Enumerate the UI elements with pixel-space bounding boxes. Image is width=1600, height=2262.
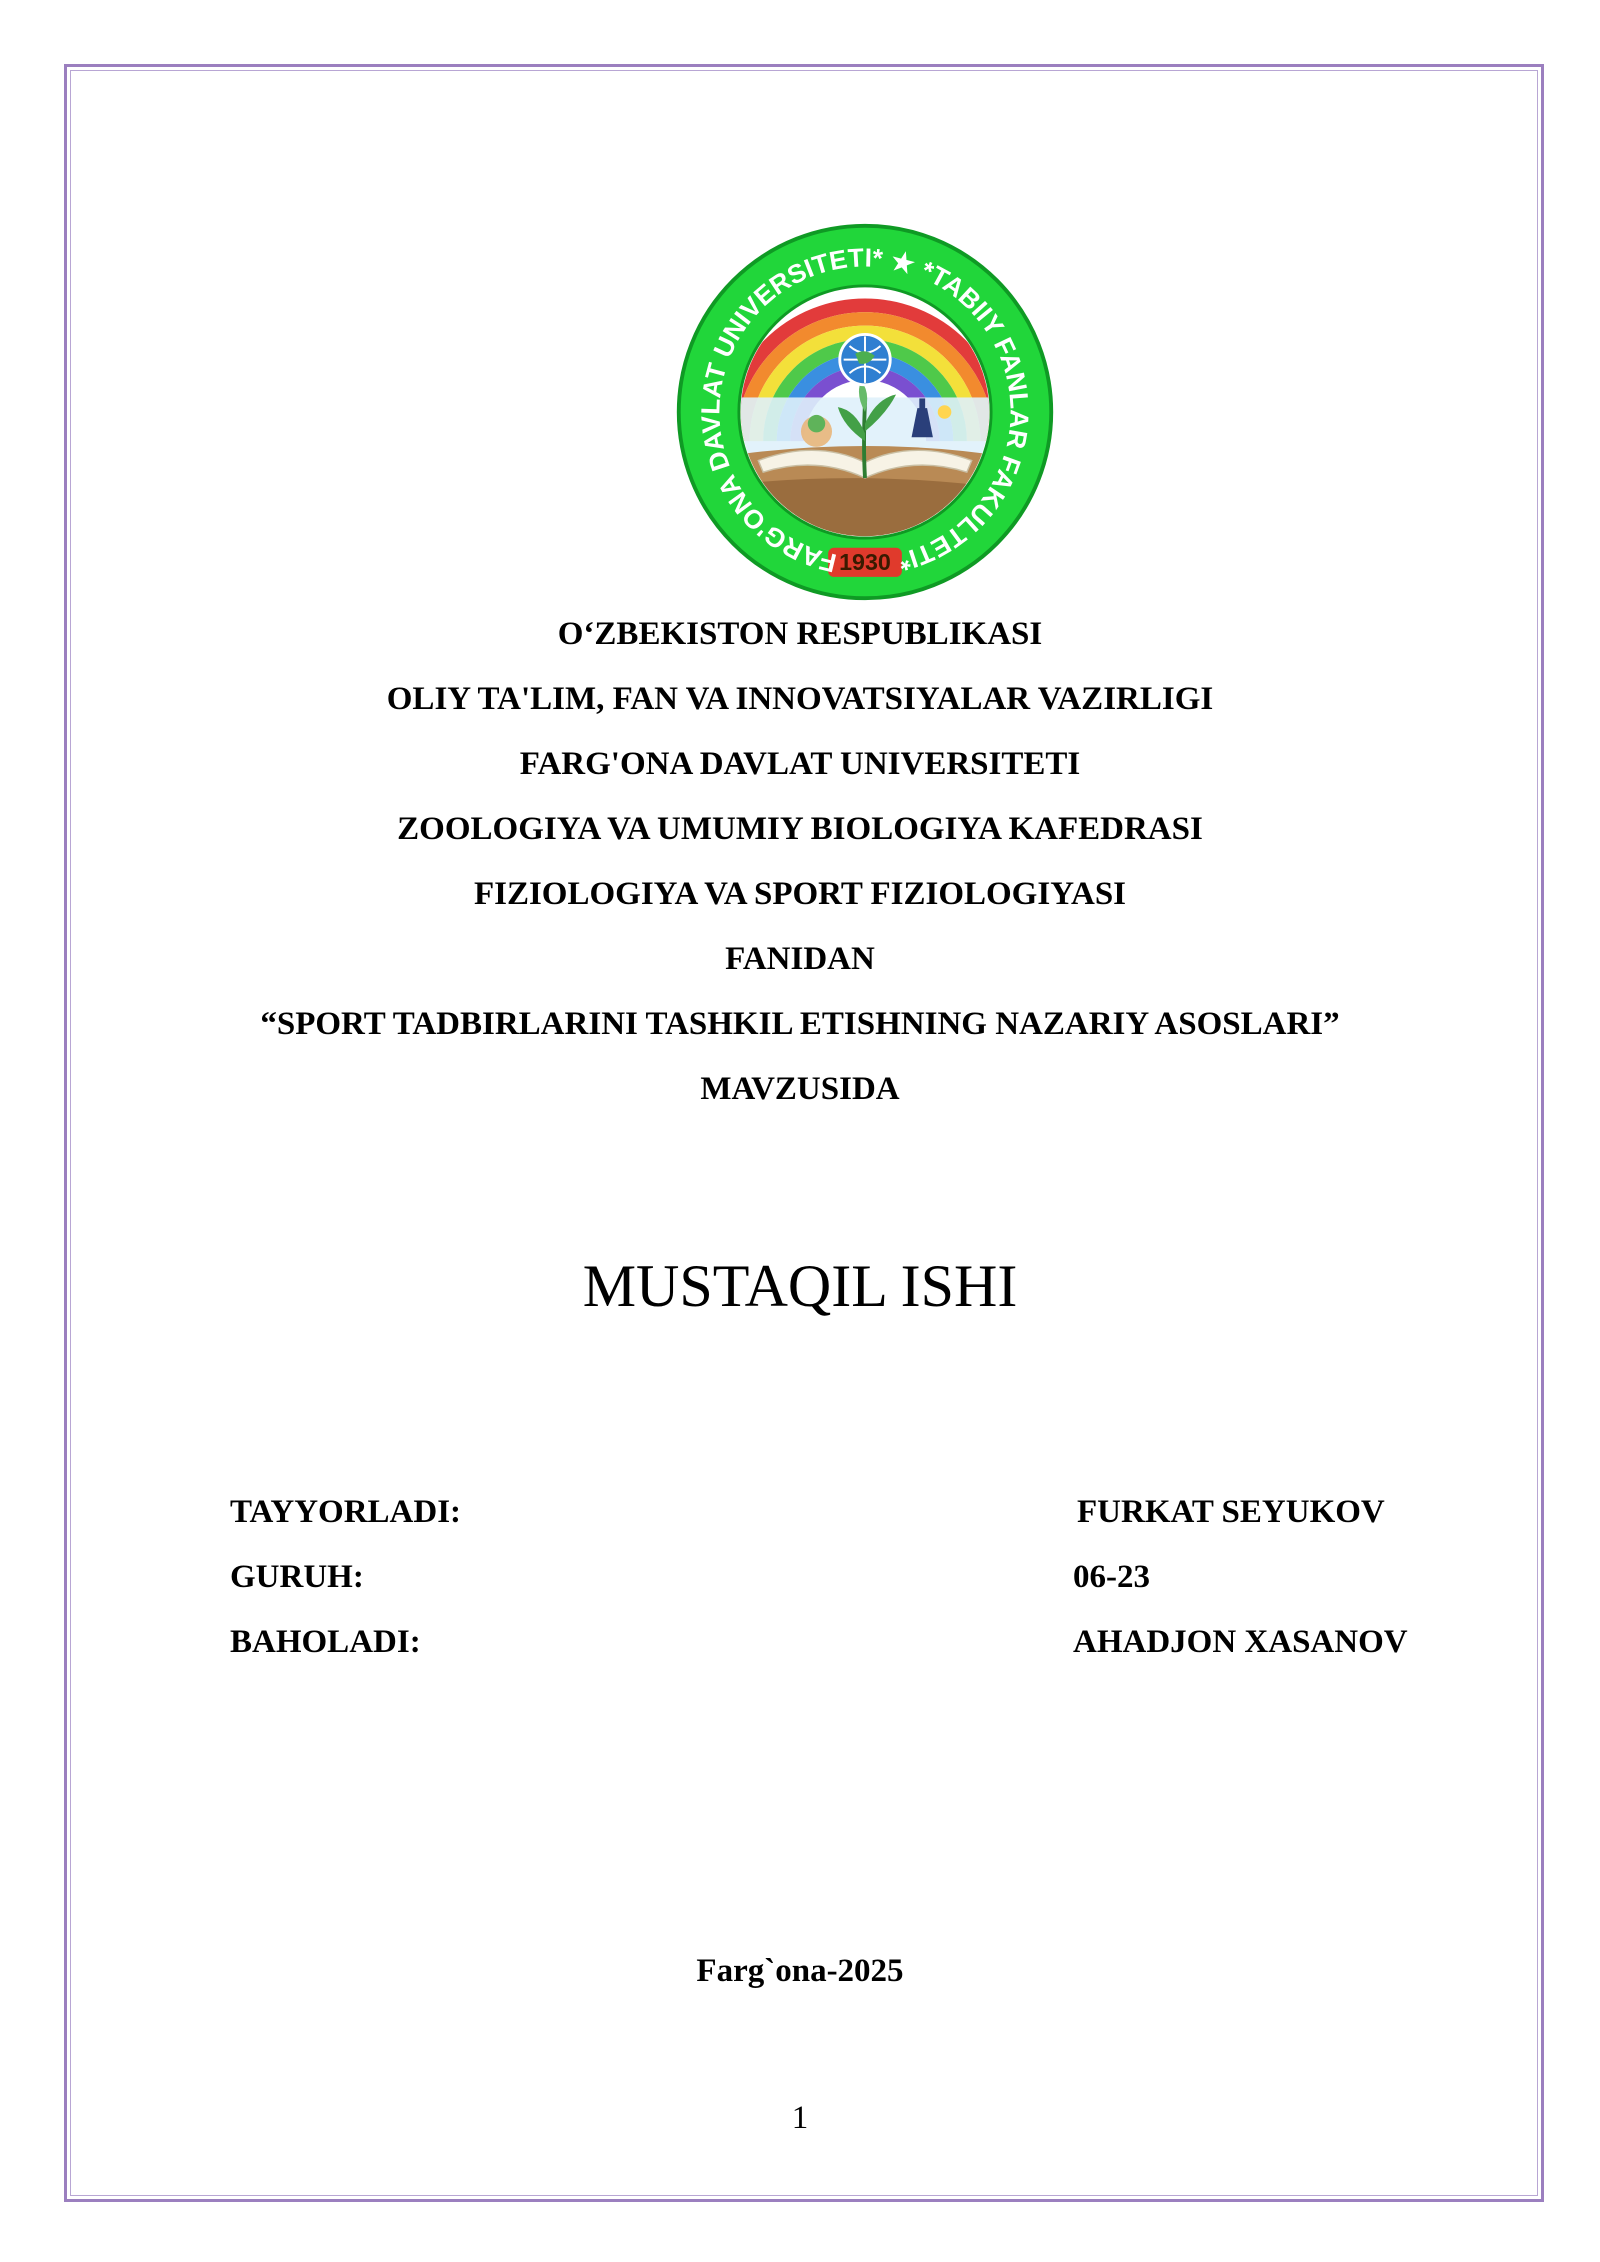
- heading-ministry: OLIY TA'LIM, FAN VA INNOVATSIYALAR VAZIRLIGI: [386, 681, 1214, 717]
- emblem-ring-text: FARG'ONA DAVLAT UNIVERSITETI* ★ *TABIIY FANLAR FAKULTETI*: [695, 242, 1035, 579]
- city-year: Farg`ona-2025: [696, 1953, 904, 1989]
- info-value-graded: AHADJON XASANOV: [1073, 1624, 1408, 1660]
- heading-department: ZOOLOGIYA VA UMUMIY BIOLOGIYA KAFEDRASI: [397, 811, 1203, 847]
- info-value-prepared: FURKAT SEYUKOV: [1077, 1494, 1385, 1530]
- info-label-group: GURUH:: [230, 1559, 364, 1595]
- emblem-year: 1930: [839, 549, 891, 576]
- heading-topic: “SPORT TADBIRLARINI TASHKIL ETISHNING NAZARIY ASOSLARI”: [260, 1006, 1340, 1042]
- info-value-group: 06-23: [1073, 1559, 1150, 1595]
- heading-republic: O‘ZBEKISTON RESPUBLIKASI: [557, 616, 1043, 652]
- heading-university: FARG'ONA DAVLAT UNIVERSITETI: [519, 746, 1081, 782]
- university-emblem: [671, 218, 1059, 606]
- page-number: 1: [791, 2100, 809, 2136]
- heading-subject: FIZIOLOGIYA VA SPORT FIZIOLOGIYASI: [473, 876, 1127, 912]
- info-label-graded: BAHOLADI:: [230, 1624, 421, 1660]
- heading-mavzusida: MAVZUSIDA: [700, 1071, 900, 1107]
- work-title: MUSTAQIL ISHI: [582, 1253, 1018, 1319]
- info-label-prepared: TAYYORLADI:: [230, 1494, 462, 1530]
- heading-fanidan: FANIDAN: [725, 941, 875, 977]
